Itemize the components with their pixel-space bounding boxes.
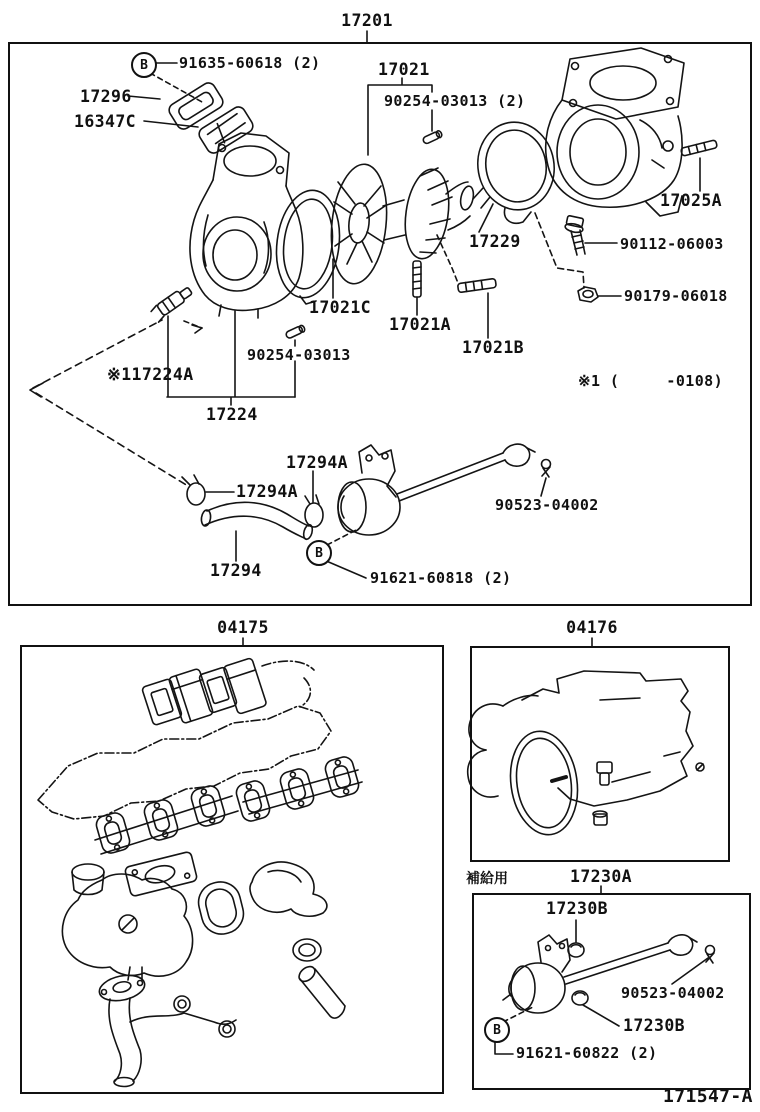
part-label-17230b-top: 17230B xyxy=(546,899,609,918)
part-label-17224a: ※117224A xyxy=(107,365,194,384)
part-label-90523-04002-spare: 90523-04002 xyxy=(621,984,725,1002)
b-marker-spare: B xyxy=(484,1017,510,1043)
part-label-91635-60618: 91635-60618 (2) xyxy=(179,54,321,72)
part-label-16347c: 16347C xyxy=(74,112,137,131)
part-label-91621-60822: 91621-60822 (2) xyxy=(516,1044,658,1062)
part-label-17021b: 17021B xyxy=(462,338,525,357)
b-marker-bottom: B xyxy=(306,540,332,566)
part-label-90254-03013-top: 90254-03013 (2) xyxy=(384,92,526,110)
part-label-17294: 17294 xyxy=(210,561,262,580)
gasket-kit-box xyxy=(20,645,444,1094)
figure-code: 171547-A xyxy=(663,1086,753,1107)
part-label-17294a-left: 17294A xyxy=(236,482,299,501)
part-label-17021a: 17021A xyxy=(389,315,452,334)
part-label-17025a: 17025A xyxy=(660,191,723,210)
kit-label-04176: 04176 xyxy=(566,618,618,637)
part-label-17296: 17296 xyxy=(80,87,132,106)
part-label-17229: 17229 xyxy=(469,232,521,251)
turbo-assy-box xyxy=(470,646,730,862)
part-label-17201: 17201 xyxy=(341,11,393,30)
part-label-91621-60818: 91621-60818 (2) xyxy=(370,569,512,587)
part-label-17224: 17224 xyxy=(206,405,258,424)
part-label-90523-04002: 90523-04002 xyxy=(495,496,599,514)
spare-note-jp: 補給用 xyxy=(466,871,508,887)
part-label-90112-06003: 90112-06003 xyxy=(620,235,724,253)
part-label-90179-06018: 90179-06018 xyxy=(624,287,728,305)
part-label-17294a-top: 17294A xyxy=(286,453,349,472)
part-label-90254-03013-bottom: 90254-03013 xyxy=(247,346,351,364)
part-label-17021: 17021 xyxy=(378,60,430,79)
b-marker-top: B xyxy=(131,52,157,78)
part-label-17230a: 17230A xyxy=(569,867,633,886)
part-label-17230b-bottom: 17230B xyxy=(623,1016,686,1035)
part-label-17021c: 17021C xyxy=(309,298,372,317)
kit-label-04175: 04175 xyxy=(217,618,269,637)
applicability-note: ※1 ( -0108) xyxy=(578,372,723,390)
